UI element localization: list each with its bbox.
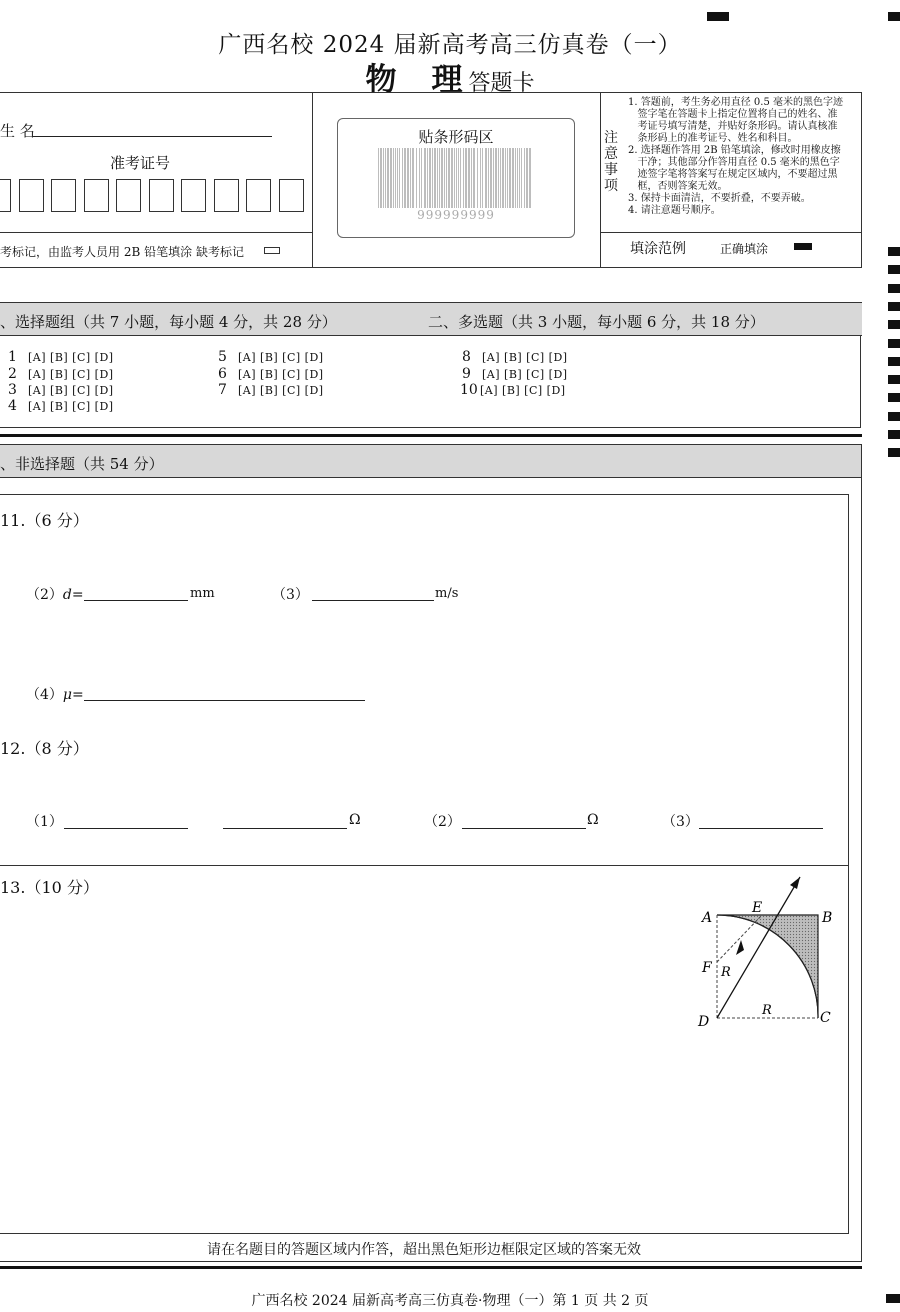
barcode-bar (482, 148, 483, 208)
choice-box (0, 336, 861, 428)
barcode-bar (421, 148, 422, 208)
q11-part4 (26, 684, 84, 704)
barcode-bar (529, 148, 531, 208)
label-b: B (822, 910, 833, 926)
q11-p3-unit: m/s (435, 586, 459, 601)
notice-items (628, 97, 864, 217)
barcode-bar (383, 148, 384, 208)
barcode-bar (507, 148, 508, 208)
barcode-bar (416, 148, 417, 208)
choice-options[interactable]: [A] [B] [C] [D] (28, 368, 114, 381)
barcode-graphic (378, 148, 534, 210)
q11-p2-blank[interactable] (84, 584, 188, 601)
choice-number: 3 (8, 382, 17, 398)
notice-item: 干净；其他部分作答用直径 0.5 毫米的黑色字 (628, 157, 840, 168)
barcode-bar (493, 148, 494, 208)
barcode-bar (458, 148, 459, 208)
barcode-bar (521, 148, 522, 208)
id-cell[interactable] (51, 179, 76, 212)
page-footer: 广西名校 2024 届新高考高三仿真卷·物理（一）第 1 页 共 2 页 (251, 1293, 649, 1309)
id-cell[interactable] (214, 179, 239, 212)
barcode-label: 贴条形码区 (418, 128, 494, 146)
barcode-bar (488, 148, 489, 208)
choice-options[interactable]: [A] [B] [C] [D] (238, 368, 324, 381)
barcode-bar (490, 148, 492, 208)
barcode-bar (395, 148, 396, 208)
barcode-bar (505, 148, 506, 208)
barcode-bar (465, 148, 467, 208)
barcode-bar (424, 148, 426, 208)
ray-arrow-1 (736, 940, 744, 955)
choice-number: 8 (462, 349, 471, 365)
q13-label: 13.（10 分） (0, 878, 99, 897)
side-timing-mark (888, 339, 900, 348)
q12-p2-prefix: （2） (424, 814, 461, 830)
choice-number: 2 (8, 366, 17, 382)
fill-example-label: 填涂范例 (630, 241, 686, 257)
q11-p4-var: μ (62, 687, 73, 703)
barcode-bar (463, 148, 464, 208)
id-cell[interactable] (181, 179, 206, 212)
q13-figure (690, 870, 850, 1030)
name-field[interactable] (32, 122, 272, 137)
q12-p1-prefix: （1） (26, 814, 63, 830)
barcode-bar (498, 148, 499, 208)
q11-p3-blank[interactable] (312, 584, 434, 601)
footer-note: 请在名题目的答题区域内作答，超出黑色矩形边框限定区域的答案无效 (207, 1242, 641, 1258)
side-timing-mark (888, 284, 900, 293)
label-e: E (752, 900, 763, 916)
ray (717, 877, 800, 1018)
barcode-bar (444, 148, 445, 208)
barcode-bar (378, 148, 379, 208)
q12-p1-blank-a[interactable] (64, 812, 188, 829)
side-timing-mark (888, 393, 900, 402)
id-cell[interactable] (246, 179, 271, 212)
barcode-bar (454, 148, 455, 208)
barcode-bar (427, 148, 428, 208)
barcode-bar (419, 148, 420, 208)
answer-frame (0, 494, 849, 1234)
label-r2: R (762, 1003, 772, 1018)
label-f: F (702, 960, 712, 976)
q12-p3-prefix: （3） (662, 814, 699, 830)
label-c: C (820, 1010, 831, 1026)
barcode-bar (515, 148, 516, 208)
barcode-bar (434, 148, 436, 208)
notice-item: 框，否则答案无效。 (628, 181, 728, 192)
choice-options[interactable]: [A] [B] [C] [D] (482, 368, 568, 381)
barcode-bar (448, 148, 450, 208)
barcode-bar (495, 148, 497, 208)
barcode-bar (517, 148, 518, 208)
notice-title: 注意事项 (604, 130, 618, 194)
choice-options[interactable]: [A] [B] [C] [D] (28, 351, 114, 364)
id-cell[interactable] (0, 179, 11, 212)
barcode-bar (512, 148, 514, 208)
side-timing-mark (888, 320, 900, 329)
card-label: 答题卡 (468, 71, 535, 96)
side-timing-mark (888, 265, 900, 274)
q12-p1-blank-b[interactable] (223, 812, 347, 829)
choice-options[interactable]: [A] [B] [C] [D] (28, 384, 114, 397)
exam-title: 广西名校 2024 届新高考高三仿真卷（一） (218, 32, 682, 58)
q11-p2-var: d (62, 587, 72, 603)
side-timing-mark (888, 357, 900, 366)
barcode-bar (473, 148, 475, 208)
side-timing-mark (888, 247, 900, 256)
timing-mark-top-right (888, 12, 900, 21)
side-timing-mark (888, 302, 900, 311)
notice-item: 签字笔在答题卡上指定位置将自己的姓名、准 (628, 109, 838, 120)
barcode-bar (468, 148, 470, 208)
choice-number: 6 (218, 366, 227, 382)
choice-section-title-1: 、选择题组（共 7 小题，每小题 4 分，共 28 分） (0, 313, 337, 331)
q12-label: 12.（8 分） (0, 739, 89, 758)
barcode-bar (404, 148, 406, 208)
side-timing-mark (888, 430, 900, 439)
barcode-bar (441, 148, 443, 208)
barcode-bar (526, 148, 528, 208)
barcode-bar (509, 148, 511, 208)
q11-label: 11.（6 分） (0, 511, 89, 530)
barcode-bar (471, 148, 472, 208)
barcode-bar (412, 148, 414, 208)
barcode-bar (500, 148, 501, 208)
q11-part2 (26, 584, 84, 604)
barcode-bar (407, 148, 409, 208)
info-divider-2 (600, 92, 601, 268)
subject-name: 物 理 (365, 62, 465, 98)
fill-correct-mark (794, 243, 812, 250)
barcode-number: 999999999 (417, 208, 495, 222)
choice-number: 10 (460, 382, 478, 398)
label-d: D (698, 1014, 710, 1030)
barcode-bar (446, 148, 447, 208)
info-hline-left (0, 232, 312, 233)
absent-label: 缺考标记 (196, 245, 245, 259)
q11-p4-eq: = (72, 687, 84, 703)
barcode-bar (502, 148, 504, 208)
choice-options[interactable]: [A] [B] [C] [D] (238, 384, 324, 397)
id-cell[interactable] (19, 179, 44, 212)
id-cell[interactable] (279, 179, 304, 212)
label-r1: R (721, 965, 731, 980)
choice-number: 9 (462, 366, 471, 382)
notice-item: 迹签字笔将答案写在规定区域内，不要超过黑 (628, 169, 838, 180)
choice-number: 4 (8, 398, 17, 414)
choice-number: 5 (218, 349, 227, 365)
side-timing-mark (888, 448, 900, 457)
barcode-bar (456, 148, 457, 208)
barcode-bar (451, 148, 453, 208)
side-timing-mark (888, 375, 900, 384)
barcode-bar (397, 148, 398, 208)
q11-p2-prefix: （2） (26, 587, 63, 603)
q12-p2-ohm: Ω (587, 812, 599, 828)
notice-item: 3. 保持卡面清洁，不要折叠，不要弄破。 (628, 193, 811, 204)
barcode-bar (390, 148, 392, 208)
name-label: 生 名 (0, 122, 35, 140)
notice-item: 2. 选择题作答用 2B 铅笔填涂，修改时用橡皮擦 (628, 145, 841, 156)
id-cell[interactable] (84, 179, 109, 212)
absent-note: 考标记，由监考人员用 2B 铅笔填涂 (0, 245, 193, 259)
q12-p1-ohm: Ω (349, 812, 361, 828)
q11-p4-prefix: （4） (26, 687, 63, 703)
barcode-bar (410, 148, 411, 208)
ray-arrow-2 (790, 877, 800, 889)
choice-options[interactable]: [A] [B] [C] [D] (28, 400, 114, 413)
barcode-bar (460, 148, 461, 208)
fill-correct-label: 正确填涂 (720, 242, 769, 256)
q12-p3-blank[interactable] (699, 812, 823, 829)
barcode-bar (429, 148, 431, 208)
timing-mark-top (707, 12, 729, 21)
thick-rule-1 (0, 434, 862, 437)
side-timing-mark (888, 412, 900, 421)
barcode-bar (480, 148, 481, 208)
barcode-bar (402, 148, 403, 208)
barcode-bar (524, 148, 525, 208)
id-cell[interactable] (149, 179, 174, 212)
nonchoice-section-title: 、非选择题（共 54 分） (0, 455, 164, 473)
notice-item: 考证号填写清楚，并贴好条形码。请认真核准 (628, 121, 838, 132)
line-fe (717, 915, 762, 962)
notice-item: 1. 答题前，考生务必用直径 0.5 毫米的黑色字迹 (628, 97, 843, 108)
q11-p2-unit: mm (190, 586, 215, 601)
choice-options[interactable]: [A] [B] [C] [D] (482, 351, 568, 364)
label-a: A (702, 910, 713, 926)
choice-number: 1 (8, 349, 17, 365)
barcode-bar (432, 148, 433, 208)
q12-p2-blank[interactable] (462, 812, 586, 829)
q12-q13-divider (0, 865, 848, 866)
barcode-bar (437, 148, 438, 208)
thick-rule-2 (0, 1266, 862, 1269)
choice-number: 7 (218, 382, 227, 398)
info-divider-1 (312, 92, 313, 268)
q11-p2-eq: = (71, 587, 84, 603)
q11-p4-blank[interactable] (84, 684, 365, 701)
notice-item: 条形码上的准考证号、姓名和科目。 (628, 133, 798, 144)
choice-options[interactable]: [A] [B] [C] [D] (480, 384, 566, 397)
barcode-bar (477, 148, 478, 208)
info-hline-right (600, 232, 862, 233)
barcode-bar (380, 148, 382, 208)
id-label: 准考证号 (110, 154, 171, 172)
absent-mark-box[interactable] (264, 247, 280, 254)
barcode-bar (519, 148, 520, 208)
q11-p3-prefix: （3） (272, 587, 309, 603)
notice-item: 4. 请注意题号顺序。 (628, 205, 721, 216)
barcode-bar (393, 148, 394, 208)
barcode-bar (387, 148, 389, 208)
barcode-bar (399, 148, 400, 208)
barcode-bar (439, 148, 440, 208)
barcode-bar (385, 148, 386, 208)
barcode-bar (485, 148, 487, 208)
choice-section-title-2: 二、多选题（共 3 小题，每小题 6 分，共 18 分） (428, 313, 765, 331)
choice-options[interactable]: [A] [B] [C] [D] (238, 351, 324, 364)
id-cell[interactable] (116, 179, 141, 212)
